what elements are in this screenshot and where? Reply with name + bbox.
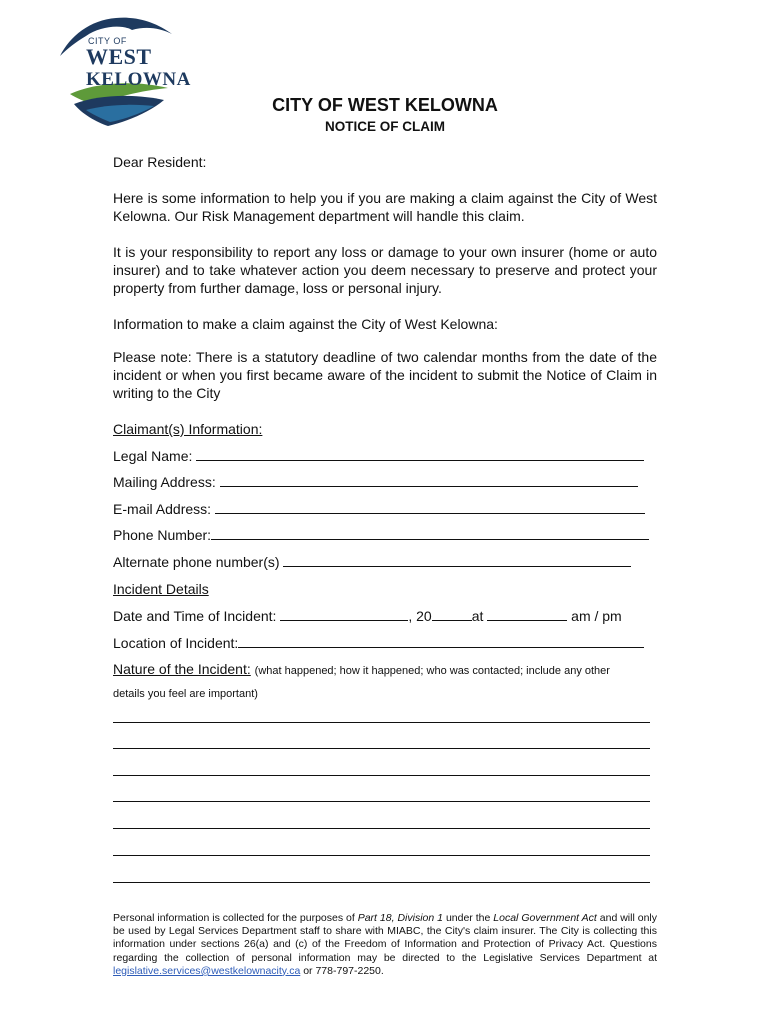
nature-hint-1: (what happened; how it happened; who was contacted; include any other xyxy=(254,665,610,677)
phone-label: Phone Number: xyxy=(113,527,212,543)
incident-date-field[interactable] xyxy=(280,607,408,621)
responsibility-paragraph: It is your responsibility to report any loss or damage to your own insurer (home or auto insurer) and to take whatever action you deem necessary to preserve and protect your property from further damage, loss or personal injury. xyxy=(113,244,657,296)
location-row xyxy=(113,634,644,652)
privacy-act: Local Government Act xyxy=(493,912,597,924)
document-title: CITY OF WEST KELOWNA xyxy=(272,95,498,115)
logo-kelowna: KELOWNA xyxy=(86,69,191,90)
date-time-label: Date and Time of Incident: xyxy=(113,608,277,624)
nature-hint-2: details you feel are important) xyxy=(113,688,258,700)
location-field[interactable] xyxy=(238,634,644,648)
mailing-address-field[interactable] xyxy=(220,473,638,487)
mailing-address-row xyxy=(113,473,638,491)
privacy-text-4: or 778-797-2250. xyxy=(300,964,384,977)
legislative-services-email-link[interactable]: legislative.services@westkelownacity.ca xyxy=(113,964,301,977)
alt-phone-field[interactable] xyxy=(283,553,631,567)
greeting: Dear Resident: xyxy=(113,154,207,170)
incident-year-field[interactable] xyxy=(432,607,472,621)
logo-west: WEST xyxy=(86,44,152,69)
document-subtitle: NOTICE OF CLAIM xyxy=(325,119,445,134)
legal-name-field[interactable] xyxy=(196,447,644,461)
nature-row xyxy=(113,660,610,680)
alt-phone-row xyxy=(113,553,631,571)
nature-label: Nature of the Incident: xyxy=(113,661,251,677)
phone-row xyxy=(113,526,649,544)
phone-field[interactable] xyxy=(211,526,649,540)
nature-line-7[interactable] xyxy=(113,882,650,883)
year-prefix: , 20 xyxy=(408,608,432,624)
location-label: Location of Incident: xyxy=(113,635,239,651)
legal-name-label: Legal Name: xyxy=(113,448,193,464)
privacy-text-2: under the xyxy=(443,912,494,924)
nature-line-5[interactable] xyxy=(113,828,650,829)
deadline-paragraph: Please note: There is a statutory deadline of two calendar months from the date of the incident or when you first became aware of the incident to submit the Notice of Claim in writing to the City xyxy=(113,349,657,401)
nature-line-1[interactable] xyxy=(113,722,650,723)
privacy-text-3: and will only be used by Legal Services Department staff to share with MIABC, the City's claim insurer. The City is collecting this information under sections 26(a) and (c) of the Freedom of Information and Protection of Privacy Act. Questions regarding the collection of personal information may be directed to the Legislative Services Department at xyxy=(113,912,658,964)
incident-heading: Incident Details xyxy=(113,581,209,597)
email-field[interactable] xyxy=(215,500,645,514)
privacy-text-1: Personal information is collected for the purposes of xyxy=(113,912,358,924)
email-label: E-mail Address: xyxy=(113,501,212,517)
nature-line-3[interactable] xyxy=(113,775,650,776)
claimant-heading: Claimant(s) Information: xyxy=(113,421,263,437)
date-time-row xyxy=(113,607,622,625)
legal-name-row xyxy=(113,447,644,465)
email-row xyxy=(113,500,645,518)
privacy-notice xyxy=(113,912,657,978)
nature-line-2[interactable] xyxy=(113,748,650,749)
intro-paragraph: Here is some information to help you if you are making a claim against the City of West Kelowna. Our Risk Management department will handle this claim. xyxy=(113,190,657,224)
logo-city-of: CITY OF xyxy=(88,36,127,46)
alt-phone-label: Alternate phone number(s) xyxy=(113,554,280,570)
mailing-address-label: Mailing Address: xyxy=(113,474,216,490)
nature-line-6[interactable] xyxy=(113,855,650,856)
nature-line-4[interactable] xyxy=(113,801,650,802)
ampm-label: am / pm xyxy=(571,608,622,624)
at-label: at xyxy=(471,608,484,624)
incident-time-field[interactable] xyxy=(487,607,567,621)
claim-info-paragraph: Information to make a claim against the City of West Kelowna: xyxy=(113,316,498,332)
privacy-part: Part 18, Division 1 xyxy=(357,912,443,924)
